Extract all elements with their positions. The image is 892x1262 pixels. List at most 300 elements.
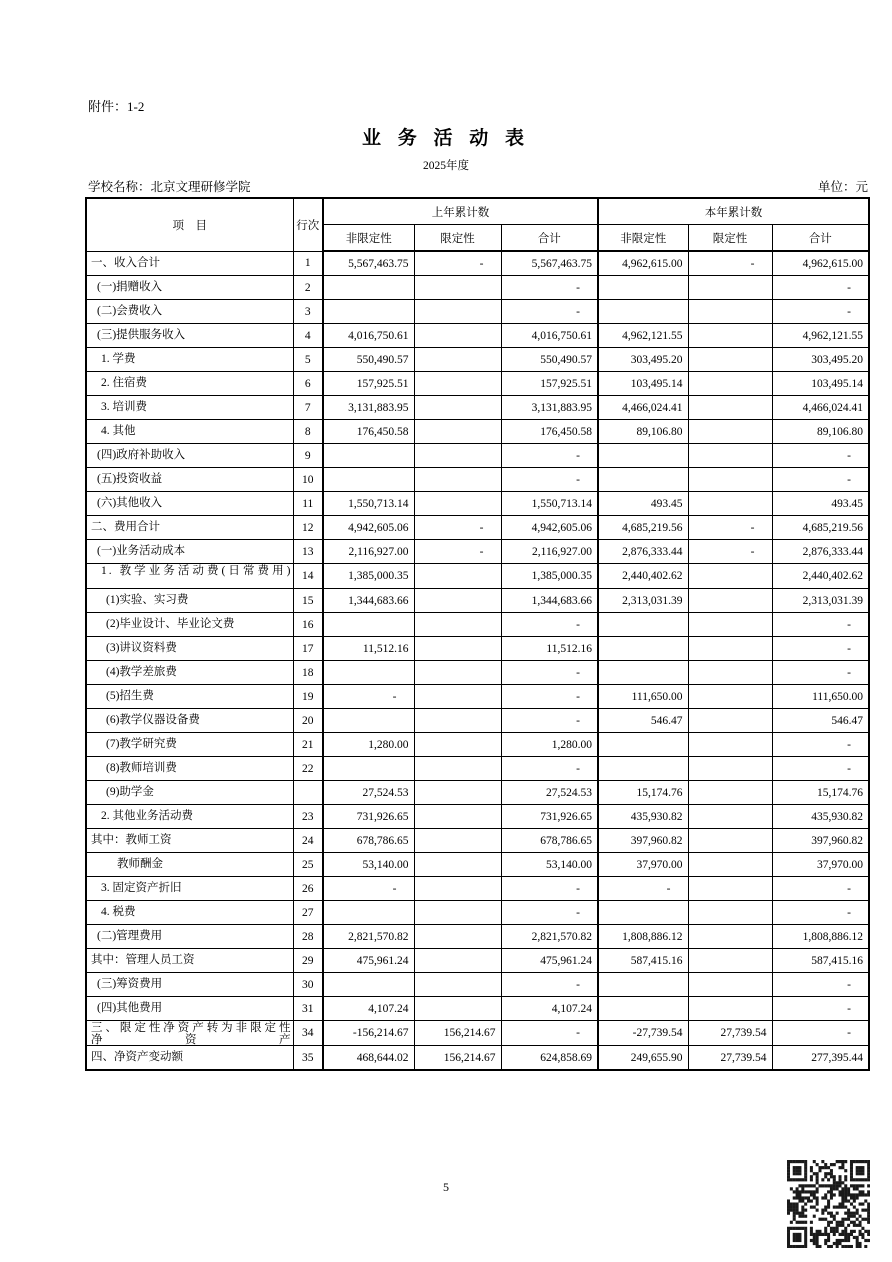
value-cell: 2,821,570.82 xyxy=(501,925,598,949)
value-cell: - xyxy=(501,877,598,901)
value-cell: - xyxy=(501,709,598,733)
value-cell xyxy=(323,444,414,468)
value-cell: 1,385,000.35 xyxy=(323,564,414,589)
table-row xyxy=(86,637,869,661)
row-no-cell: 31 xyxy=(293,997,323,1021)
item-cell: 其中：教师工资 xyxy=(86,829,293,853)
item-cell: 教师酬金 xyxy=(86,853,293,877)
value-cell: 550,490.57 xyxy=(501,348,598,372)
table-row xyxy=(86,757,869,781)
value-cell: - xyxy=(414,251,501,276)
value-cell: 2,116,927.00 xyxy=(323,540,414,564)
value-cell xyxy=(688,661,772,685)
page-title: 业 务 活 动 表 xyxy=(361,128,530,149)
value-cell xyxy=(598,613,688,637)
item-cell: 4. 其他 xyxy=(86,420,293,444)
value-cell xyxy=(598,997,688,1021)
value-cell: 475,961.24 xyxy=(501,949,598,973)
item-cell: 1. 教学业务活动费(日常费用) xyxy=(86,564,293,589)
value-cell xyxy=(414,997,501,1021)
value-cell xyxy=(688,973,772,997)
value-cell xyxy=(414,781,501,805)
value-cell: 11,512.16 xyxy=(323,637,414,661)
header-row-no: 行次 xyxy=(293,198,323,251)
value-cell: - xyxy=(598,877,688,901)
value-cell xyxy=(598,733,688,757)
table-row xyxy=(86,564,869,589)
value-cell xyxy=(688,613,772,637)
value-cell: 1,280.00 xyxy=(323,733,414,757)
value-cell xyxy=(323,300,414,324)
value-cell: - xyxy=(501,973,598,997)
value-cell: 678,786.65 xyxy=(501,829,598,853)
value-cell: - xyxy=(772,468,869,492)
value-cell xyxy=(323,276,414,300)
value-cell xyxy=(414,757,501,781)
value-cell: 2,116,927.00 xyxy=(501,540,598,564)
value-cell xyxy=(323,901,414,925)
row-no-cell: 2 xyxy=(293,276,323,300)
item-cell: 3. 培训费 xyxy=(86,396,293,420)
value-cell: - xyxy=(772,877,869,901)
item-cell: (二)管理费用 xyxy=(86,925,293,949)
value-cell: 4,016,750.61 xyxy=(323,324,414,348)
value-cell: 2,440,402.62 xyxy=(772,564,869,589)
item-cell: 一、收入合计 xyxy=(86,251,293,276)
value-cell xyxy=(414,348,501,372)
row-no-cell: 12 xyxy=(293,516,323,540)
value-cell: 1,280.00 xyxy=(501,733,598,757)
value-cell xyxy=(414,468,501,492)
value-cell: 3,131,883.95 xyxy=(501,396,598,420)
value-cell: 468,644.02 xyxy=(323,1046,414,1071)
value-cell xyxy=(688,805,772,829)
value-cell: 15,174.76 xyxy=(598,781,688,805)
table-row xyxy=(86,709,869,733)
table-row xyxy=(86,468,869,492)
table-row xyxy=(86,251,869,276)
item-cell: (一)业务活动成本 xyxy=(86,540,293,564)
value-cell: 2,821,570.82 xyxy=(323,925,414,949)
value-cell xyxy=(323,468,414,492)
value-cell: - xyxy=(772,973,869,997)
value-cell: - xyxy=(501,444,598,468)
value-cell: - xyxy=(772,1021,869,1046)
row-no-cell: 14 xyxy=(293,564,323,589)
value-cell: 2,313,031.39 xyxy=(772,589,869,613)
value-cell: 111,650.00 xyxy=(598,685,688,709)
value-cell: 176,450.58 xyxy=(501,420,598,444)
value-cell: 546.47 xyxy=(772,709,869,733)
value-cell xyxy=(688,733,772,757)
value-cell xyxy=(688,276,772,300)
value-cell: 5,567,463.75 xyxy=(323,251,414,276)
value-cell: - xyxy=(501,757,598,781)
value-cell: - xyxy=(501,468,598,492)
row-no-cell: 10 xyxy=(293,468,323,492)
table-row xyxy=(86,492,869,516)
row-no-cell: 13 xyxy=(293,540,323,564)
value-cell: 2,313,031.39 xyxy=(598,589,688,613)
value-cell xyxy=(414,276,501,300)
value-cell xyxy=(414,396,501,420)
table-row xyxy=(86,324,869,348)
header-prev-total: 合计 xyxy=(501,225,598,252)
value-cell: 3,131,883.95 xyxy=(323,396,414,420)
value-cell xyxy=(688,589,772,613)
value-cell: 4,962,121.55 xyxy=(598,324,688,348)
value-cell: 37,970.00 xyxy=(772,853,869,877)
item-cell: (二)会费收入 xyxy=(86,300,293,324)
row-no-cell: 9 xyxy=(293,444,323,468)
value-cell xyxy=(688,949,772,973)
header-curr-restricted: 限定性 xyxy=(688,225,772,252)
value-cell: 493.45 xyxy=(598,492,688,516)
row-no-cell xyxy=(293,781,323,805)
value-cell: - xyxy=(772,637,869,661)
value-cell: 2,440,402.62 xyxy=(598,564,688,589)
value-cell xyxy=(598,901,688,925)
value-cell xyxy=(414,709,501,733)
item-cell: 1. 学费 xyxy=(86,348,293,372)
value-cell: - xyxy=(501,276,598,300)
item-cell: 4. 税费 xyxy=(86,901,293,925)
value-cell: 1,808,886.12 xyxy=(772,925,869,949)
value-cell xyxy=(688,444,772,468)
row-no-cell: 35 xyxy=(293,1046,323,1071)
value-cell: 53,140.00 xyxy=(501,853,598,877)
value-cell: 475,961.24 xyxy=(323,949,414,973)
table-row xyxy=(86,420,869,444)
value-cell: 53,140.00 xyxy=(323,853,414,877)
value-cell xyxy=(414,564,501,589)
value-cell: 624,858.69 xyxy=(501,1046,598,1071)
value-cell: - xyxy=(772,444,869,468)
value-cell: 303,495.20 xyxy=(598,348,688,372)
value-cell xyxy=(414,949,501,973)
value-cell: 156,214.67 xyxy=(414,1046,501,1071)
value-cell: 4,962,615.00 xyxy=(772,251,869,276)
value-cell: 1,808,886.12 xyxy=(598,925,688,949)
value-cell: 157,925.51 xyxy=(323,372,414,396)
value-cell xyxy=(323,973,414,997)
table-row xyxy=(86,1046,869,1071)
table-row xyxy=(86,589,869,613)
row-no-cell: 6 xyxy=(293,372,323,396)
row-no-cell: 4 xyxy=(293,324,323,348)
table-row xyxy=(86,1021,869,1046)
item-cell: (四)政府补助收入 xyxy=(86,444,293,468)
value-cell xyxy=(688,300,772,324)
value-cell: 587,415.16 xyxy=(772,949,869,973)
value-cell xyxy=(688,925,772,949)
value-cell xyxy=(414,733,501,757)
value-cell: 2,876,333.44 xyxy=(598,540,688,564)
value-cell xyxy=(688,781,772,805)
value-cell xyxy=(414,589,501,613)
item-cell: (五)投资收益 xyxy=(86,468,293,492)
value-cell: - xyxy=(688,516,772,540)
value-cell: 4,107.24 xyxy=(323,997,414,1021)
value-cell: - xyxy=(772,733,869,757)
value-cell: 4,466,024.41 xyxy=(772,396,869,420)
row-no-cell: 23 xyxy=(293,805,323,829)
value-cell: 27,524.53 xyxy=(323,781,414,805)
value-cell: - xyxy=(501,300,598,324)
value-cell xyxy=(598,444,688,468)
value-cell: 89,106.80 xyxy=(598,420,688,444)
value-cell xyxy=(688,637,772,661)
value-cell: 4,466,024.41 xyxy=(598,396,688,420)
value-cell: 4,962,121.55 xyxy=(772,324,869,348)
value-cell: 4,962,615.00 xyxy=(598,251,688,276)
value-cell: - xyxy=(414,540,501,564)
value-cell: 4,685,219.56 xyxy=(598,516,688,540)
row-no-cell: 1 xyxy=(293,251,323,276)
value-cell: - xyxy=(772,300,869,324)
value-cell: 435,930.82 xyxy=(598,805,688,829)
row-no-cell: 5 xyxy=(293,348,323,372)
value-cell: 731,926.65 xyxy=(323,805,414,829)
item-cell: (6)教学仪器设备费 xyxy=(86,709,293,733)
value-cell: 4,685,219.56 xyxy=(772,516,869,540)
item-cell: (1)实验、实习费 xyxy=(86,589,293,613)
row-no-cell: 25 xyxy=(293,853,323,877)
row-no-cell: 21 xyxy=(293,733,323,757)
value-cell: 303,495.20 xyxy=(772,348,869,372)
attachment-label: 附件：1-2 xyxy=(88,99,145,114)
table-row xyxy=(86,661,869,685)
value-cell xyxy=(414,637,501,661)
value-cell: 678,786.65 xyxy=(323,829,414,853)
value-cell: 1,344,683.66 xyxy=(323,589,414,613)
value-cell xyxy=(414,492,501,516)
value-cell xyxy=(688,709,772,733)
table-row xyxy=(86,685,869,709)
value-cell xyxy=(688,468,772,492)
value-cell: - xyxy=(501,901,598,925)
value-cell xyxy=(688,877,772,901)
value-cell: 493.45 xyxy=(772,492,869,516)
header-prev-unrestricted: 非限定性 xyxy=(323,225,414,252)
value-cell: 156,214.67 xyxy=(414,1021,501,1046)
table-row xyxy=(86,805,869,829)
value-cell xyxy=(414,805,501,829)
value-cell: - xyxy=(772,661,869,685)
table-row xyxy=(86,781,869,805)
row-no-cell: 24 xyxy=(293,829,323,853)
value-cell: - xyxy=(501,661,598,685)
table-row xyxy=(86,300,869,324)
table-row xyxy=(86,853,869,877)
value-cell xyxy=(688,757,772,781)
value-cell xyxy=(414,973,501,997)
table-row xyxy=(86,516,869,540)
table-row xyxy=(86,540,869,564)
business-activity-table xyxy=(85,197,870,1071)
value-cell xyxy=(688,685,772,709)
table-row xyxy=(86,973,869,997)
row-no-cell: 7 xyxy=(293,396,323,420)
value-cell: 546.47 xyxy=(598,709,688,733)
header-curr-year: 本年累计数 xyxy=(598,198,869,225)
row-no-cell: 20 xyxy=(293,709,323,733)
value-cell xyxy=(598,276,688,300)
value-cell xyxy=(414,925,501,949)
item-cell: (六)其他收入 xyxy=(86,492,293,516)
table-row xyxy=(86,997,869,1021)
value-cell: - xyxy=(501,685,598,709)
row-no-cell: 28 xyxy=(293,925,323,949)
value-cell: 11,512.16 xyxy=(501,637,598,661)
value-cell xyxy=(688,829,772,853)
row-no-cell: 26 xyxy=(293,877,323,901)
header-prev-year: 上年累计数 xyxy=(323,198,598,225)
value-cell: 27,739.54 xyxy=(688,1021,772,1046)
row-no-cell: 11 xyxy=(293,492,323,516)
value-cell xyxy=(414,901,501,925)
value-cell xyxy=(688,324,772,348)
value-cell xyxy=(414,300,501,324)
row-no-cell: 30 xyxy=(293,973,323,997)
value-cell: 4,942,605.06 xyxy=(501,516,598,540)
value-cell: 1,385,000.35 xyxy=(501,564,598,589)
table-row xyxy=(86,949,869,973)
value-cell: 1,550,713.14 xyxy=(323,492,414,516)
header-curr-unrestricted: 非限定性 xyxy=(598,225,688,252)
value-cell xyxy=(688,372,772,396)
item-cell: 3. 固定资产折旧 xyxy=(86,877,293,901)
item-cell: (3)讲议资料费 xyxy=(86,637,293,661)
value-cell xyxy=(414,444,501,468)
item-cell: 四、净资产变动额 xyxy=(86,1046,293,1071)
row-no-cell: 16 xyxy=(293,613,323,637)
value-cell: 4,942,605.06 xyxy=(323,516,414,540)
table-row xyxy=(86,276,869,300)
value-cell: 1,344,683.66 xyxy=(501,589,598,613)
value-cell xyxy=(688,348,772,372)
value-cell xyxy=(598,973,688,997)
value-cell xyxy=(688,396,772,420)
value-cell xyxy=(414,661,501,685)
value-cell: - xyxy=(772,901,869,925)
row-no-cell: 22 xyxy=(293,757,323,781)
value-cell: 249,655.90 xyxy=(598,1046,688,1071)
item-cell: (7)教学研究费 xyxy=(86,733,293,757)
table-row xyxy=(86,829,869,853)
value-cell: 4,016,750.61 xyxy=(501,324,598,348)
value-cell: 397,960.82 xyxy=(772,829,869,853)
value-cell: 435,930.82 xyxy=(772,805,869,829)
value-cell: 2,876,333.44 xyxy=(772,540,869,564)
item-cell: 2. 其他业务活动费 xyxy=(86,805,293,829)
value-cell xyxy=(414,685,501,709)
row-no-cell: 18 xyxy=(293,661,323,685)
value-cell xyxy=(598,637,688,661)
row-no-cell: 17 xyxy=(293,637,323,661)
item-cell: (2)毕业设计、毕业论文费 xyxy=(86,613,293,637)
row-no-cell: 8 xyxy=(293,420,323,444)
value-cell: - xyxy=(501,613,598,637)
value-cell xyxy=(323,709,414,733)
value-cell: 4,107.24 xyxy=(501,997,598,1021)
table-row xyxy=(86,444,869,468)
value-cell: - xyxy=(772,613,869,637)
value-cell: -156,214.67 xyxy=(323,1021,414,1046)
table-row xyxy=(86,348,869,372)
value-cell: 15,174.76 xyxy=(772,781,869,805)
value-cell: - xyxy=(772,276,869,300)
value-cell: 550,490.57 xyxy=(323,348,414,372)
value-cell xyxy=(414,613,501,637)
value-cell xyxy=(598,300,688,324)
value-cell xyxy=(323,613,414,637)
value-cell xyxy=(414,853,501,877)
value-cell: 157,925.51 xyxy=(501,372,598,396)
item-cell: 其中：管理人员工资 xyxy=(86,949,293,973)
value-cell xyxy=(414,877,501,901)
value-cell: - xyxy=(501,1021,598,1046)
item-cell: (5)招生费 xyxy=(86,685,293,709)
value-cell xyxy=(598,661,688,685)
value-cell: - xyxy=(688,251,772,276)
value-cell: -27,739.54 xyxy=(598,1021,688,1046)
value-cell xyxy=(688,997,772,1021)
table-row xyxy=(86,733,869,757)
row-no-cell: 15 xyxy=(293,589,323,613)
row-no-cell: 19 xyxy=(293,685,323,709)
value-cell xyxy=(598,757,688,781)
table-row xyxy=(86,877,869,901)
value-cell: 176,450.58 xyxy=(323,420,414,444)
item-cell: (9)助学金 xyxy=(86,781,293,805)
value-cell xyxy=(688,853,772,877)
item-cell: (8)教师培训费 xyxy=(86,757,293,781)
table-row xyxy=(86,901,869,925)
value-cell: 111,650.00 xyxy=(772,685,869,709)
value-cell xyxy=(414,420,501,444)
row-no-cell: 34 xyxy=(293,1021,323,1046)
item-cell: 二、费用合计 xyxy=(86,516,293,540)
report-period: 2025年度 xyxy=(423,160,469,172)
value-cell xyxy=(688,492,772,516)
value-cell: 37,970.00 xyxy=(598,853,688,877)
value-cell: 587,415.16 xyxy=(598,949,688,973)
value-cell: 103,495.14 xyxy=(598,372,688,396)
table-row xyxy=(86,396,869,420)
unit-label: 单位：元 xyxy=(817,180,868,194)
item-cell: 三、限定性净资产转为非限定性净资产 xyxy=(86,1021,293,1046)
value-cell: - xyxy=(772,757,869,781)
header-curr-total: 合计 xyxy=(772,225,869,252)
value-cell xyxy=(688,901,772,925)
value-cell: - xyxy=(772,997,869,1021)
value-cell xyxy=(414,829,501,853)
item-cell: 2. 住宿费 xyxy=(86,372,293,396)
value-cell: - xyxy=(323,877,414,901)
value-cell: 1,550,713.14 xyxy=(501,492,598,516)
row-no-cell: 29 xyxy=(293,949,323,973)
table-row xyxy=(86,925,869,949)
item-cell: (三)提供服务收入 xyxy=(86,324,293,348)
row-no-cell: 3 xyxy=(293,300,323,324)
value-cell: 27,524.53 xyxy=(501,781,598,805)
page-number: 5 xyxy=(443,1180,449,1194)
value-cell xyxy=(598,468,688,492)
value-cell xyxy=(688,420,772,444)
table-row xyxy=(86,372,869,396)
value-cell: 277,395.44 xyxy=(772,1046,869,1071)
